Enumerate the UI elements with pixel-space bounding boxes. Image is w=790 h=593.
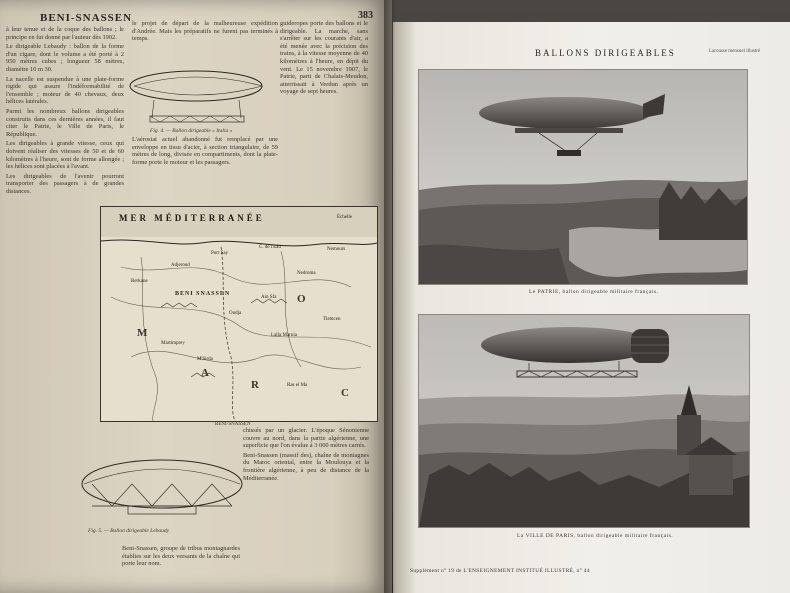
text-column-b1 [132,20,278,54]
map-scale-label: Échelle [337,215,352,220]
map-place: Nemours [327,247,346,252]
photo-caption-patrie: Le PATRIE, ballon dirigeable militaire français. [529,289,659,295]
paragraph: Le dirigeable Lebaudy : ballon de la forme d'un cigare, dont le volume a été porté à 2 950 mètres cubes ; longueur 58 mètres, diamètre 10 m 30. [6,43,124,73]
map-region-letter: O [297,293,306,305]
map-place: Martimprey [161,341,185,346]
text-column-b2 [132,136,278,204]
supplement-label: Larousse mensuel illustré [709,49,761,54]
map-place: M'Sirda [197,357,213,362]
text-column-e [122,545,240,590]
map-place: C. de l'Eau [259,245,281,250]
airship-engraving-bottom [78,440,246,540]
photo-ville-de-paris [418,314,750,528]
page-number: 383 [358,10,373,21]
map-title: MER MÉDITERRANÉE [119,213,265,223]
page-footer: Supplément n° 19 de L'ENSEIGNEMENT INSTITUÉ ILLUSTRÉ, n° 44 [410,568,590,574]
figure-caption-top: Fig. 4. — Ballon dirigeable « Italia » [150,128,233,134]
paragraph: Parmi les nombreux ballons dirigeables construits dans ces dernières années, il faut citer le Patrie, le Ville de Paris, le République. [6,107,124,138]
map-place: Ras el Ma [287,383,308,388]
photo-patrie [418,69,748,285]
map-place: Berkane [131,279,148,284]
text-column-d [243,427,369,587]
photo-caption-ville-de-paris: La VILLE DE PARIS, ballon dirigeable militaire français. [517,533,674,539]
airship-engraving-top [124,60,270,132]
paragraph: chissés par un glacier. L'époque Sénonienne couvre au nord, dans la partie algérienne, une superficie que l'on évalue à 3 000 mètres carrés. [243,427,369,450]
map-place: Adjeroud [171,263,190,268]
map-place: Ain Sfa [261,295,277,300]
map-region-letter: R [251,379,259,391]
paragraph: à leur tenue et de la coque des ballons ; le principe en fut donné par l'auteur dès 1902. [6,26,124,41]
paragraph: L'aérostat actuel abandonné fut remplacé par une enveloppe en tissu d'acier, à section triangulaire, de 59 mètres de long, divisée en compartiments, dont la plate-forme porte le moteur et les passagers. [132,136,278,166]
map-beni-snassen [100,206,378,422]
text-column-c1 [280,20,368,206]
right-page [393,22,790,593]
paragraph: le projet de départ de la malheureuse expédition d'Andrée. Mais les préparatifs ne furent pas terminés à temps. [132,20,278,43]
plate-title: BALLONS DIRIGEABLES [535,48,676,58]
map-place: Oudja [229,311,242,316]
map-place: Nedroma [297,271,316,276]
map-region-letter: M [137,327,148,339]
paragraph: Beni-Snassen (massif des), chaîne de montagnes du Maroc oriental, entre la Moulouya et la frontière algérienne, à peu de distance de la Méditerranée. [243,451,369,482]
paragraph: Beni-Snassen, groupe de tribus montagnardes établies sur les deux versants de la chaîne qui porte leur nom. [122,545,240,568]
map-place: Tlemcen [323,317,341,322]
book-gutter-shadow [384,0,396,593]
map-caption: BENI-SNASSEN [215,422,251,427]
paragraph: Les dirigeables de l'avenir pourront transporter des passagers à de grandes distances. [6,172,124,195]
paragraph: Les dirigeables à grande vitesse, ceux qui doivent réaliser des vitesses de 50 et de 60 kilomètres à l'heure, sont de forme allongée ; les hélices sont placées à l'avant. [6,140,124,171]
map-region-letter: C [341,387,349,399]
left-page [0,0,392,593]
map-place: Port Say [211,251,229,256]
paragraph: guideropes porte des ballons et le dirigeable. La marche, sans s'arrêter sur les courants d'air, a été menée avec la précision des trains, à la vitesse moyenne de 40 kilomètres à l'heure, en dépit du vent. Le 15 novembre 1907, le Patrie, parti de Chalais-Meudon, atterrissait à Verdun après un voyage de sept heures. [280,20,368,96]
map-region-letter: A [201,367,209,379]
figure-caption-bottom: Fig. 5. — Ballon dirigeable Lebaudy [88,528,170,534]
map-region-name: BENI SNASSEN [175,291,231,297]
paragraph: La nacelle est suspendue à une plate-forme rigide qui assure l'indéformabilité de l'ensemble ; moteur de 40 chevaux, deux hélices latérales. [6,75,124,106]
running-head: BENI-SNASSEN [40,12,133,24]
map-place: Lalla Marnia [271,333,297,338]
